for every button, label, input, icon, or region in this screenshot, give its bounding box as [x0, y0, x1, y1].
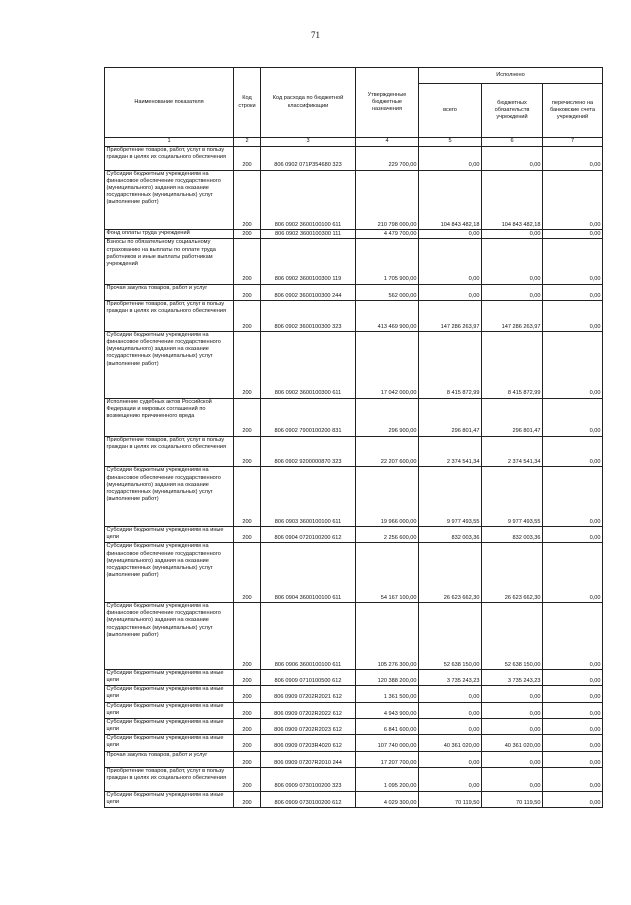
page-number: 71	[311, 30, 320, 40]
table-header	[105, 68, 603, 147]
row-transferred: 0,00	[543, 751, 603, 767]
row-approved: 2 256 600,00	[356, 526, 419, 542]
row-budget-code: 806 0903 3600100100 611	[261, 467, 356, 527]
row-executed-total: 832 003,36	[419, 526, 482, 542]
table-row	[105, 170, 603, 230]
row-executed-total: 3 735 243,23	[419, 669, 482, 685]
column-number: 3	[261, 138, 356, 147]
row-name: Прочая закупка товаров, работ и услуг	[105, 284, 234, 300]
row-budget-code: 806 0909 07202R2021 612	[261, 686, 356, 702]
row-executed-total: 8 415 872,99	[419, 331, 482, 398]
table-row	[105, 147, 603, 171]
row-name: Субсидии бюджетным учреждениям на иные цели	[105, 669, 234, 685]
column-number: 2	[234, 138, 261, 147]
header-line-code: Код строки	[234, 68, 261, 138]
row-line-code: 200	[234, 300, 261, 331]
row-budget-obligations: 8 415 872,99	[482, 331, 543, 398]
row-budget-obligations: 0,00	[482, 718, 543, 734]
row-name: Приобретение товаров, работ, услуг в пользу граждан в целях их социального обеспечения	[105, 768, 234, 792]
table-row	[105, 398, 603, 436]
row-approved: 54 167 100,00	[356, 543, 419, 603]
row-line-code: 200	[234, 791, 261, 807]
row-executed-total: 0,00	[419, 751, 482, 767]
row-name: Приобретение товаров, работ, услуг в пользу граждан в целях их социального обеспечения	[105, 300, 234, 331]
row-executed-total: 9 977 493,55	[419, 467, 482, 527]
table-row	[105, 768, 603, 792]
row-approved: 562 000,00	[356, 284, 419, 300]
row-approved: 22 207 600,00	[356, 436, 419, 467]
row-approved: 296 900,00	[356, 398, 419, 436]
row-transferred: 0,00	[543, 669, 603, 685]
row-budget-obligations: 3 735 243,23	[482, 669, 543, 685]
row-transferred: 0,00	[543, 284, 603, 300]
row-name: Субсидии бюджетным учреждениям на иные цели	[105, 791, 234, 807]
table-row	[105, 702, 603, 718]
header-budget-code: Код расхода по бюджетной классификации	[261, 68, 356, 138]
row-line-code: 200	[234, 284, 261, 300]
row-transferred: 0,00	[543, 718, 603, 734]
row-budget-obligations: 2 374 541,34	[482, 436, 543, 467]
row-transferred: 0,00	[543, 300, 603, 331]
row-name: Приобретение товаров, работ, услуг в пользу граждан в целях их социального обеспечения	[105, 147, 234, 171]
row-budget-code: 806 0902 3600100300 244	[261, 284, 356, 300]
table-row	[105, 331, 603, 398]
row-transferred: 0,00	[543, 436, 603, 467]
column-number: 7	[543, 138, 603, 147]
row-line-code: 200	[234, 467, 261, 527]
row-transferred: 0,00	[543, 526, 603, 542]
row-transferred: 0,00	[543, 230, 603, 239]
row-executed-total: 26 623 662,30	[419, 543, 482, 603]
row-transferred: 0,00	[543, 702, 603, 718]
column-number: 1	[105, 138, 234, 147]
header-transferred: перечислено на банковские счета учреждений	[543, 84, 603, 138]
row-budget-obligations: 40 361 020,00	[482, 735, 543, 751]
row-budget-code: 806 0902 3600100300 611	[261, 331, 356, 398]
row-budget-code: 806 0902 3600100300 119	[261, 239, 356, 284]
row-approved: 105 276 300,00	[356, 602, 419, 669]
row-approved: 229 700,00	[356, 147, 419, 171]
table-row	[105, 300, 603, 331]
row-approved: 1 361 500,00	[356, 686, 419, 702]
header-name: Наименование показателя	[105, 68, 234, 138]
row-budget-obligations: 0,00	[482, 686, 543, 702]
row-executed-total: 0,00	[419, 718, 482, 734]
row-budget-code: 806 0904 0720100200 612	[261, 526, 356, 542]
row-transferred: 0,00	[543, 543, 603, 603]
table-row	[105, 284, 603, 300]
row-budget-code: 806 0909 07207R2010 244	[261, 751, 356, 767]
row-transferred: 0,00	[543, 467, 603, 527]
row-name: Субсидии бюджетным учреждениям на финансовое обеспечение государственного (муниципального) задания на оказание государственных (муниципальных) услуг (выполнение работ)	[105, 467, 234, 527]
row-budget-code: 806 0909 07202R2022 612	[261, 702, 356, 718]
row-name: Субсидии бюджетным учреждениям на иные цели	[105, 718, 234, 734]
row-line-code: 200	[234, 239, 261, 284]
row-executed-total: 147 286 263,97	[419, 300, 482, 331]
row-line-code: 200	[234, 170, 261, 230]
row-approved: 4 479 700,00	[356, 230, 419, 239]
row-budget-code: 806 0909 07203R4020 612	[261, 735, 356, 751]
row-budget-code: 806 0902 9200000870 323	[261, 436, 356, 467]
row-budget-code: 806 0904 3600100100 611	[261, 543, 356, 603]
row-budget-obligations: 832 003,36	[482, 526, 543, 542]
table-row	[105, 436, 603, 467]
row-approved: 210 798 000,00	[356, 170, 419, 230]
row-budget-obligations: 0,00	[482, 751, 543, 767]
row-approved: 4 029 300,00	[356, 791, 419, 807]
row-budget-code: 806 0909 0730100200 323	[261, 768, 356, 792]
row-transferred: 0,00	[543, 686, 603, 702]
table-row	[105, 751, 603, 767]
row-approved: 413 469 900,00	[356, 300, 419, 331]
row-budget-code: 806 0902 071P354680 323	[261, 147, 356, 171]
row-executed-total: 0,00	[419, 239, 482, 284]
row-line-code: 200	[234, 398, 261, 436]
row-executed-total: 2 374 541,34	[419, 436, 482, 467]
table-row	[105, 686, 603, 702]
row-name: Субсидии бюджетным учреждениям на иные цели	[105, 686, 234, 702]
row-approved: 6 841 600,00	[356, 718, 419, 734]
row-budget-obligations: 70 119,50	[482, 791, 543, 807]
row-name: Прочая закупка товаров, работ и услуг	[105, 751, 234, 767]
row-name: Взносы по обязательному социальному страхованию на выплаты по оплате труда работников и иные выплаты работникам учреждений	[105, 239, 234, 284]
row-name: Исполнение судебных актов Российской Федерации и мировых соглашений по возмещению причиненного вреда	[105, 398, 234, 436]
row-line-code: 200	[234, 543, 261, 603]
row-line-code: 200	[234, 751, 261, 767]
row-name: Субсидии бюджетным учреждениям на иные цели	[105, 735, 234, 751]
row-executed-total: 0,00	[419, 702, 482, 718]
row-name: Субсидии бюджетным учреждениям на финансовое обеспечение государственного (муниципального) задания на оказание государственных (муниципальных) услуг (выполнение работ)	[105, 602, 234, 669]
row-transferred: 0,00	[543, 239, 603, 284]
row-name: Субсидии бюджетным учреждениям на финансовое обеспечение государственного (муниципального) задания на оказание государственных (муниципальных) услуг (выполнение работ)	[105, 170, 234, 230]
row-budget-obligations: 0,00	[482, 702, 543, 718]
table-row	[105, 791, 603, 807]
row-line-code: 200	[234, 718, 261, 734]
row-name: Субсидии бюджетным учреждениям на иные цели	[105, 526, 234, 542]
table-row	[105, 230, 603, 239]
table-body	[105, 147, 603, 808]
row-executed-total: 70 119,50	[419, 791, 482, 807]
row-budget-obligations: 104 843 482,18	[482, 170, 543, 230]
row-transferred: 0,00	[543, 768, 603, 792]
row-transferred: 0,00	[543, 602, 603, 669]
row-budget-obligations: 0,00	[482, 147, 543, 171]
row-approved: 120 388 200,00	[356, 669, 419, 685]
table-row	[105, 543, 603, 603]
row-approved: 4 943 900,00	[356, 702, 419, 718]
row-budget-obligations: 0,00	[482, 239, 543, 284]
row-line-code: 200	[234, 230, 261, 239]
row-line-code: 200	[234, 331, 261, 398]
row-name: Субсидии бюджетным учреждениям на иные цели	[105, 702, 234, 718]
budget-execution-table	[104, 67, 603, 808]
row-transferred: 0,00	[543, 170, 603, 230]
table-row	[105, 239, 603, 284]
row-budget-code: 806 0909 0710100500 612	[261, 669, 356, 685]
row-transferred: 0,00	[543, 735, 603, 751]
row-budget-obligations: 52 638 150,00	[482, 602, 543, 669]
row-budget-obligations: 26 623 662,30	[482, 543, 543, 603]
row-line-code: 200	[234, 686, 261, 702]
row-line-code: 200	[234, 702, 261, 718]
row-budget-code: 806 0902 3600100100 611	[261, 170, 356, 230]
row-executed-total: 104 843 482,18	[419, 170, 482, 230]
row-name: Приобретение товаров, работ, услуг в пользу граждан в целях их социального обеспечения	[105, 436, 234, 467]
row-executed-total: 0,00	[419, 230, 482, 239]
row-executed-total: 0,00	[419, 686, 482, 702]
row-name: Субсидии бюджетным учреждениям на финансовое обеспечение государственного (муниципального) задания на оказание государственных (муниципальных) услуг (выполнение работ)	[105, 543, 234, 603]
row-budget-obligations: 0,00	[482, 768, 543, 792]
header-approved: Утвержденные бюджетные назначения	[356, 68, 419, 138]
header-executed: Исполнено	[419, 68, 603, 84]
header-total: всего	[419, 84, 482, 138]
row-approved: 17 207 700,00	[356, 751, 419, 767]
row-executed-total: 0,00	[419, 147, 482, 171]
row-line-code: 200	[234, 526, 261, 542]
column-number-row	[105, 138, 603, 147]
row-executed-total: 40 361 020,00	[419, 735, 482, 751]
row-transferred: 0,00	[543, 331, 603, 398]
row-executed-total: 0,00	[419, 284, 482, 300]
row-budget-code: 806 0906 3600100100 611	[261, 602, 356, 669]
row-line-code: 200	[234, 602, 261, 669]
table-row	[105, 735, 603, 751]
row-transferred: 0,00	[543, 398, 603, 436]
row-budget-code: 806 0902 3600100300 111	[261, 230, 356, 239]
row-approved: 17 042 000,00	[356, 331, 419, 398]
column-number: 6	[482, 138, 543, 147]
table-row	[105, 526, 603, 542]
row-approved: 107 740 000,00	[356, 735, 419, 751]
row-budget-code: 806 0909 0730100200 612	[261, 791, 356, 807]
row-budget-obligations: 296 801,47	[482, 398, 543, 436]
row-budget-code: 806 0902 3600100300 323	[261, 300, 356, 331]
table-row	[105, 602, 603, 669]
row-approved: 19 966 000,00	[356, 467, 419, 527]
row-approved: 1 095 200,00	[356, 768, 419, 792]
row-budget-obligations: 0,00	[482, 230, 543, 239]
row-budget-code: 806 0902 7900100200 831	[261, 398, 356, 436]
row-line-code: 200	[234, 735, 261, 751]
row-name: Субсидии бюджетным учреждениям на финансовое обеспечение государственного (муниципального) задания на оказание государственных (муниципальных) услуг (выполнение работ)	[105, 331, 234, 398]
row-executed-total: 52 638 150,00	[419, 602, 482, 669]
header-budget-obligations: бюджетных обязательств учреждений	[482, 84, 543, 138]
table-row	[105, 467, 603, 527]
table-row	[105, 718, 603, 734]
row-line-code: 200	[234, 147, 261, 171]
column-number: 5	[419, 138, 482, 147]
row-line-code: 200	[234, 436, 261, 467]
row-budget-obligations: 0,00	[482, 284, 543, 300]
column-number: 4	[356, 138, 419, 147]
row-line-code: 200	[234, 669, 261, 685]
row-line-code: 200	[234, 768, 261, 792]
row-name: Фонд оплаты труда учреждений	[105, 230, 234, 239]
row-budget-obligations: 147 286 263,97	[482, 300, 543, 331]
row-transferred: 0,00	[543, 147, 603, 171]
table-row	[105, 669, 603, 685]
row-budget-code: 806 0909 07202R2023 612	[261, 718, 356, 734]
row-budget-obligations: 9 977 493,55	[482, 467, 543, 527]
row-executed-total: 296 801,47	[419, 398, 482, 436]
row-executed-total: 0,00	[419, 768, 482, 792]
row-approved: 1 705 900,00	[356, 239, 419, 284]
row-transferred: 0,00	[543, 791, 603, 807]
